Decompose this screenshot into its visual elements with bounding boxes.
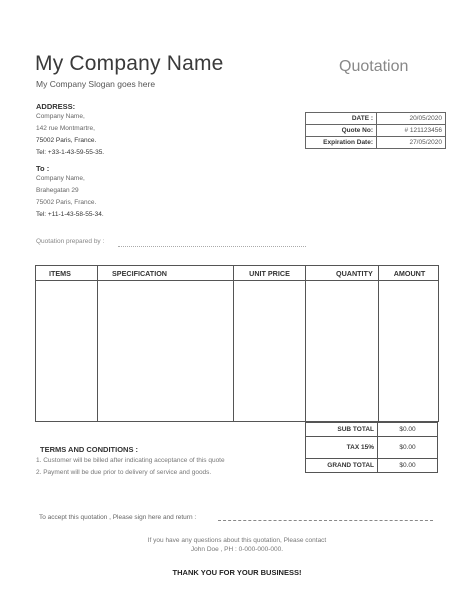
thank-you-text: THANK YOU FOR YOUR BUSINESS! <box>172 568 302 577</box>
company-slogan: My Company Slogan goes here <box>36 79 156 89</box>
to-block <box>36 173 104 221</box>
address-line: Tel: +33-1-43-59-55-35. <box>36 149 105 156</box>
header-amount: AMOUNT <box>393 269 426 278</box>
term-item: 2. Payment will be due prior to delivery of service and goods. <box>36 469 212 476</box>
to-line: Brahegatan 29 <box>36 187 79 194</box>
document-title: Quotation <box>339 58 409 75</box>
to-line: Company Name, <box>36 175 85 182</box>
date-value[interactable]: 20/05/2020 <box>377 113 446 125</box>
items-table <box>35 265 439 422</box>
header-quantity: QUANTITY <box>336 269 373 278</box>
to-line: Tel: +11-1-43-58-55-34. <box>36 211 104 218</box>
totals-table <box>305 422 438 473</box>
term-item: 1. Customer will be billed after indicating acceptance of this quote <box>36 457 225 464</box>
subtotal-value: $0.00 <box>378 423 438 437</box>
address-block <box>36 111 104 159</box>
column-divider <box>305 266 306 421</box>
to-label: To : <box>36 164 50 173</box>
to-line: 75002 Paris, France. <box>36 199 97 206</box>
grand-total-label: GRAND TOTAL <box>306 459 378 473</box>
address-line: 75002 Paris, France. <box>36 137 97 144</box>
header-items: ITEMS <box>49 269 71 278</box>
company-name: My Company Name <box>35 52 224 75</box>
quote-number-value[interactable]: # 121123456 <box>377 125 446 137</box>
expiration-date-value[interactable]: 27/05/2020 <box>377 137 446 149</box>
expiration-date-label: Expiration Date: <box>306 137 377 149</box>
contact-text: John Doe , PH : 0-000-000-000. <box>190 546 284 553</box>
signature-line[interactable] <box>218 520 433 521</box>
header-unit-price: UNIT PRICE <box>249 269 290 278</box>
accept-instruction: To accept this quotation , Please sign here and return : <box>39 514 197 521</box>
date-label: DATE : <box>306 113 377 125</box>
questions-text: If you have any questions about this quotation, Please contact <box>147 537 327 544</box>
address-label: ADDRESS: <box>36 102 76 111</box>
column-divider <box>378 266 379 421</box>
header-specification: SPECIFICATION <box>112 269 167 278</box>
quote-meta-table <box>305 112 446 149</box>
column-divider <box>233 266 234 421</box>
grand-total-value: $0.00 <box>378 459 438 473</box>
tax-label: TAX 15% <box>306 437 378 459</box>
subtotal-label: SUB TOTAL <box>306 423 378 437</box>
prepared-by-field[interactable] <box>118 246 306 247</box>
tax-value: $0.00 <box>378 437 438 459</box>
address-line: Company Name, <box>36 113 85 120</box>
terms-title: TERMS AND CONDITIONS : <box>40 445 139 454</box>
quote-number-label: Quote No: <box>306 125 377 137</box>
column-divider <box>97 266 98 421</box>
prepared-by-label: Quotation prepared by : <box>36 238 105 245</box>
address-line: 142 rue Montmartre, <box>36 125 95 132</box>
